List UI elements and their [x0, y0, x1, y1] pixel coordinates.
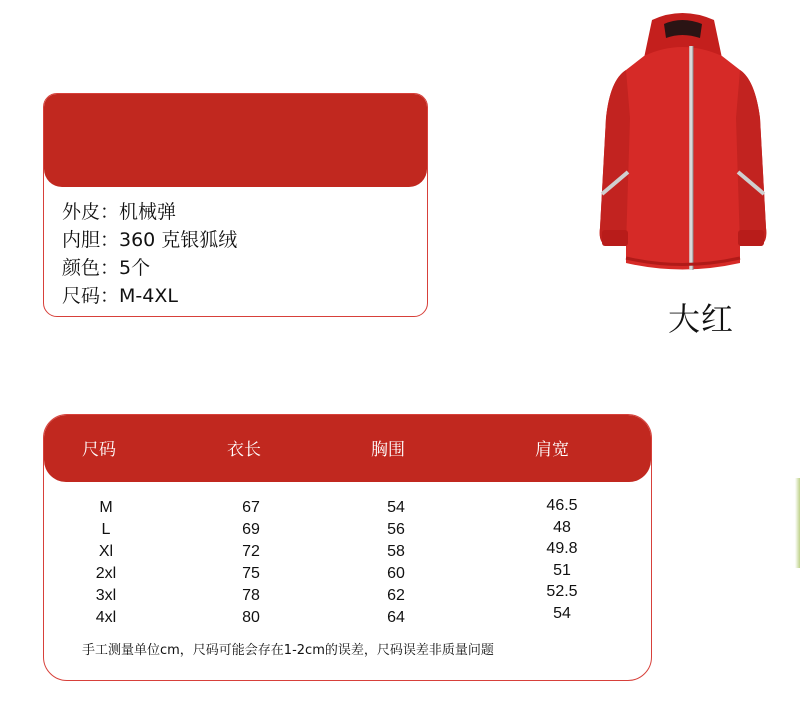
shoulder-column	[546, 495, 577, 624]
length-cell: 72	[242, 543, 260, 560]
info-line-sizes: 尺码：M-4XL	[62, 285, 178, 307]
length-cell: 67	[242, 499, 260, 516]
shoulder-cell: 54	[553, 604, 571, 622]
size-cell: 3xl	[95, 587, 117, 604]
header-shoulder: 肩宽	[535, 440, 569, 460]
length-cell: 80	[242, 609, 260, 626]
info-line-lining: 内胆：360 克银狐绒	[62, 229, 238, 251]
cropped-image-edge	[795, 478, 800, 568]
size-cell: Xl	[98, 543, 114, 560]
length-cell: 69	[242, 521, 260, 538]
header-chest: 胸围	[371, 440, 405, 460]
size-cell: 4xl	[95, 609, 117, 626]
chest-cell: 56	[387, 521, 405, 538]
length-cell: 75	[242, 565, 260, 582]
shoulder-cell: 52.5	[546, 583, 578, 600]
header-size: 尺码	[82, 440, 116, 460]
chest-column	[387, 497, 405, 629]
length-column	[242, 497, 260, 629]
measurement-note: 手工测量单位cm，尺码可能会存在1-2cm的误差，尺码误差非质量问题	[82, 643, 494, 658]
info-card-header-band	[44, 94, 427, 187]
length-cell: 78	[242, 587, 260, 604]
header-length: 衣长	[227, 440, 261, 460]
product-info-lines	[62, 198, 237, 310]
shoulder-cell: 46.5	[546, 497, 578, 514]
size-chart-card	[43, 414, 652, 681]
product-info-card	[43, 93, 428, 317]
info-line-shell: 外皮：机械弹	[62, 201, 177, 223]
color-name-label: 大红	[668, 300, 735, 338]
chest-cell: 60	[387, 565, 405, 582]
size-chart-header	[44, 415, 651, 482]
shoulder-cell: 49.8	[546, 540, 578, 557]
chest-cell: 58	[387, 543, 405, 560]
chest-cell: 54	[387, 499, 405, 516]
size-column	[96, 497, 116, 629]
info-line-colors: 颜色：5个	[62, 257, 151, 279]
size-cell: L	[101, 521, 111, 538]
shoulder-cell: 51	[553, 561, 571, 579]
size-cell: M	[99, 499, 113, 516]
red-hooded-jacket-icon	[590, 8, 775, 280]
chest-cell: 64	[387, 609, 405, 626]
shoulder-cell: 48	[553, 518, 571, 536]
size-cell: 2xl	[95, 565, 117, 582]
chest-cell: 62	[387, 587, 405, 604]
